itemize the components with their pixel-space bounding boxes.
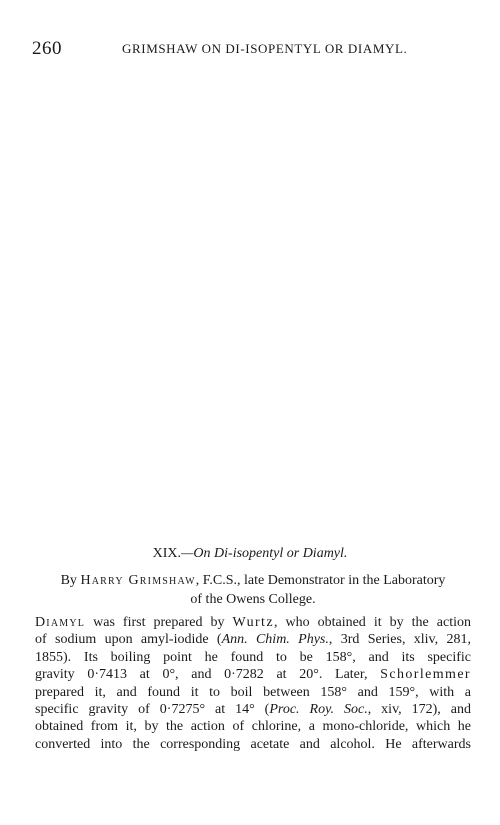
- running-head: GRIMSHAW ON DI-ISOPENTYL OR DIAMYL.: [122, 41, 408, 56]
- text-run: converted into the corresponding acetate and alcohol. He afterwards: [35, 736, 471, 752]
- text-run: was first prepared by: [85, 615, 233, 630]
- text-run: specific gravity of 0·7275° at 14° (: [35, 702, 270, 718]
- body-line: [35, 684, 471, 701]
- text-run: of sodium upon amyl-iodide (: [35, 632, 222, 648]
- title-dash: —: [180, 546, 194, 561]
- body-line: [35, 649, 471, 666]
- spaced-name: Wurtz: [232, 615, 274, 630]
- article-number: XIX.: [152, 546, 181, 561]
- body-text: [35, 614, 471, 753]
- article-title-text: On Di-isopentyl or Diamyl.: [193, 546, 348, 561]
- byline-prefix: By: [60, 573, 77, 588]
- body-line: [35, 718, 471, 735]
- text-run: gravity 0·7413 at 0°, and 0·7282 at 20°. Later,: [35, 667, 381, 683]
- body-line: [35, 666, 471, 683]
- affiliation-line-1: , F.C.S., late Demonstrator in the Laboratory: [195, 573, 446, 588]
- body-line: [35, 701, 471, 718]
- byline: [35, 571, 471, 609]
- body-line: [35, 631, 471, 648]
- body-line: [35, 614, 471, 631]
- small-caps-word: Diamyl: [35, 615, 86, 630]
- text-run: prepared it, and found it to boil between 158° and 159°, with a: [35, 684, 471, 700]
- text-run: , 3rd Series, xliv, 281,: [328, 632, 471, 648]
- citation: Ann. Chim. Phys.: [221, 632, 329, 648]
- body-line: [35, 736, 471, 753]
- text-run: , who obtained it by the action: [273, 615, 471, 630]
- article-title: [0, 546, 500, 562]
- spaced-name: Schorlemmer: [380, 667, 471, 683]
- page-number: 260: [32, 38, 62, 59]
- page-header: [32, 38, 472, 60]
- text-run: obtained from it, by the action of chlorine, a mono-chloride, which he: [35, 719, 471, 735]
- text-run: 1855). Its boiling point he found to be 158°, and its specific: [35, 649, 471, 665]
- byline-line-1: [35, 571, 471, 590]
- text-run: , xiv, 172), and: [367, 702, 471, 718]
- citation: Proc. Roy. Soc.: [269, 702, 368, 718]
- byline-line-2: of the Owens College.: [190, 592, 316, 607]
- author-name: Harry Grimshaw: [80, 573, 196, 588]
